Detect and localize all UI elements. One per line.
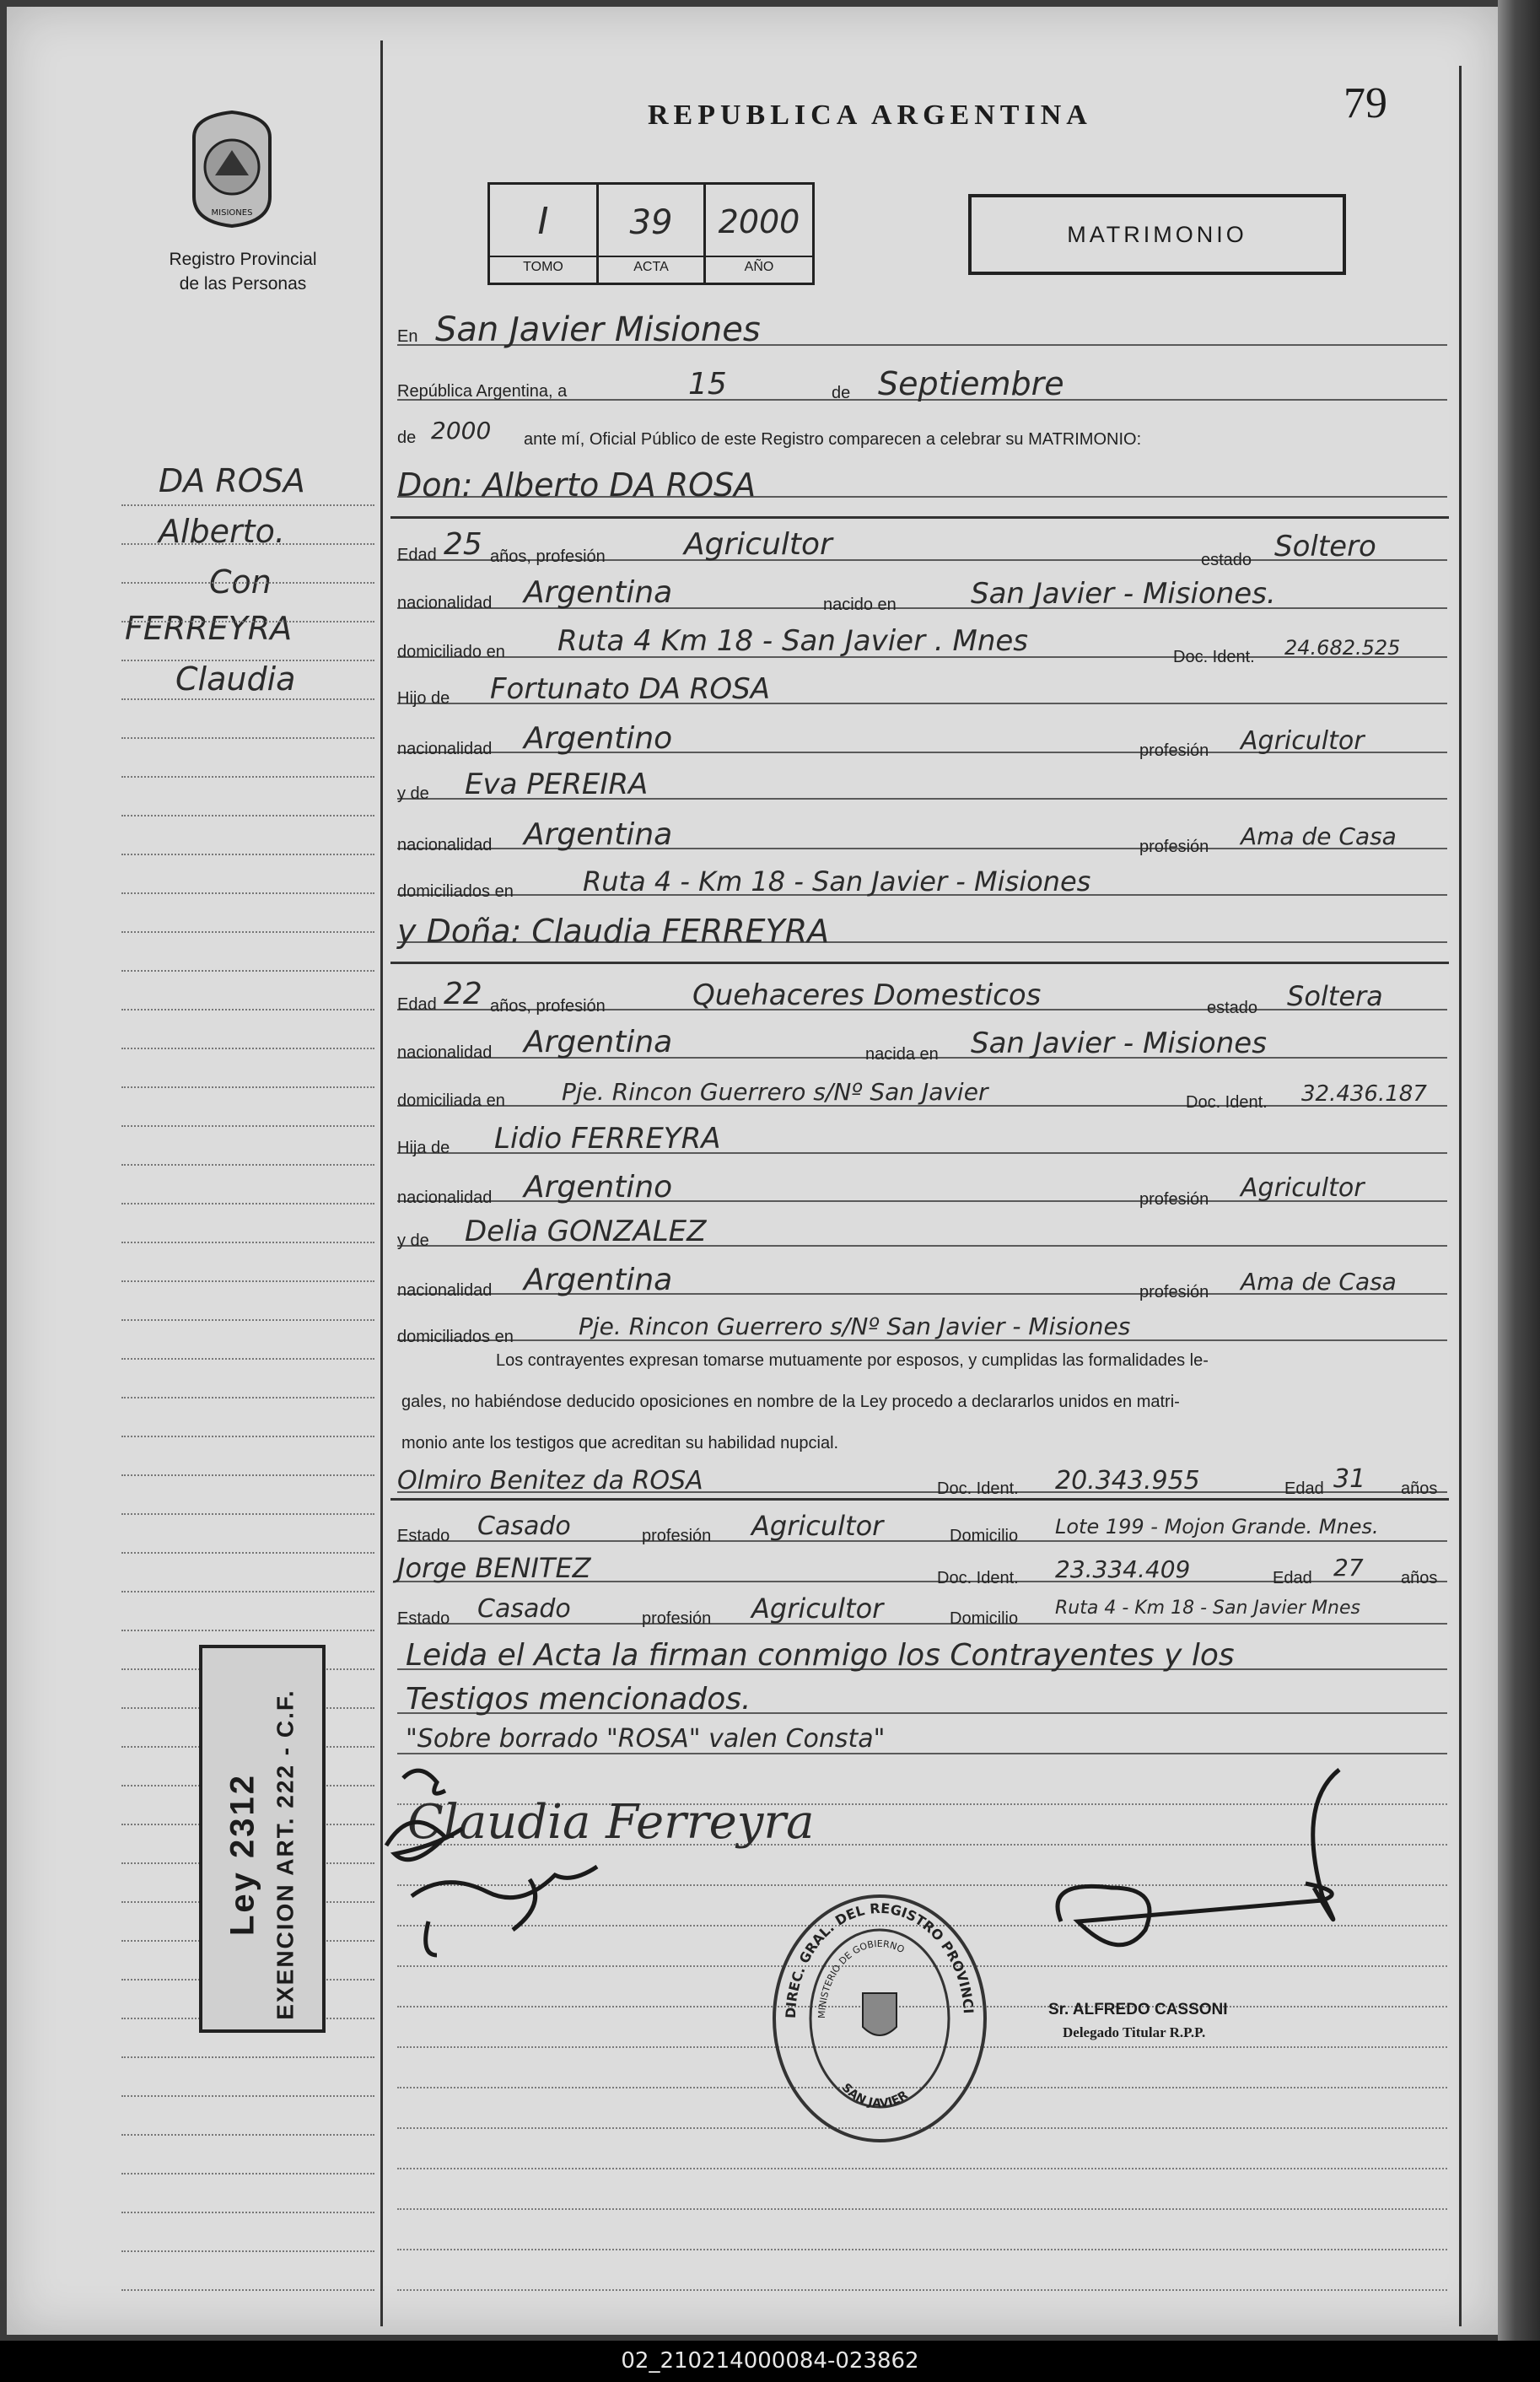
margin-bride-name: Claudia [175, 660, 296, 698]
registry-line1: Registro Provincial [169, 250, 317, 269]
declaration-line2: gales, no habiéndose deducido oposiciones en nombre de la Ley procedo a declararlos unidos en matri- [401, 1393, 1180, 1411]
declaration-line1: Los contrayentes expresan tomarse mutuamente por esposos, y cumplidas las formalidades le- [496, 1351, 1209, 1370]
groom-name: Don: Alberto DA ROSA [397, 466, 757, 504]
seal-bottom-text: SAN JAVIER [838, 2081, 911, 2111]
tax-exemption: EXENCION ART. 222 - C.F. [272, 1689, 299, 2020]
official-name: Sr. ALFREDO CASSONI [1048, 2001, 1228, 2018]
margin-rule [121, 2212, 374, 2213]
row-closing-1: Leida el Acta la firman conmigo los Contrayentes y los [397, 1635, 1447, 1677]
section-separator-2 [390, 962, 1449, 964]
row-groom-name [397, 462, 1447, 504]
logo-text: MISIONES [211, 208, 253, 218]
margin-bride-surname: FERREYRA [125, 610, 293, 647]
row-groom-father-nat: nacionalidad Argentino profesión Agricultor [397, 718, 1447, 760]
margin-rule [121, 2134, 374, 2136]
book-edge [1498, 0, 1540, 2341]
row-groom-mother-nat: nacionalidad Argentina profesión Ama de Casa [397, 814, 1447, 856]
row-groom-mother: y de Eva PEREIRA [397, 764, 1447, 806]
margin-groom-name: Alberto. [159, 513, 285, 550]
day-value: 15 [688, 367, 727, 401]
margin-rule [121, 504, 374, 506]
margin-rule [121, 1630, 374, 1631]
margin-rule [121, 1358, 374, 1360]
tomo-value: I [537, 200, 549, 243]
margin-rule [121, 1591, 374, 1592]
svg-text:SAN JAVIER [839, 2081, 911, 2110]
margin-rule [121, 815, 374, 816]
official-signature [1027, 1761, 1381, 1985]
blank-rule [397, 2289, 1447, 2291]
provincial-logo [186, 104, 278, 230]
document-page [7, 7, 1498, 2335]
witness-separator [390, 1498, 1449, 1501]
registry-number-box [487, 182, 815, 285]
margin-rule [121, 1436, 374, 1437]
row-bride-nationality: nacionalidad Argentina nacida en San Javier - Misiones [397, 1023, 1447, 1065]
margin-rule [121, 737, 374, 739]
blank-rule [397, 2208, 1447, 2210]
margin-rule [121, 2289, 374, 2291]
row-groom-age: Edad 25 años, profesión Agricultor estado Soltero [397, 525, 1447, 568]
row-closing-3: "Sobre borrado "ROSA" valen Consta" [397, 1719, 1447, 1761]
margin-rule [121, 1203, 374, 1204]
margin-rule [121, 1242, 374, 1243]
row-bride-age: Edad 22 años, profesión Quehaceres Domesticos estado Soltera [397, 975, 1447, 1017]
row-bride-address: domiciliada en Pje. Rincon Guerrero s/Nº San Javier Doc. Ident. 32.436.187 [397, 1071, 1447, 1113]
seal-outer-text: DIREC. GRAL. DEL REGISTRO PROVINCI [782, 1900, 977, 2019]
anio-label: AÑO [706, 256, 812, 275]
margin-rule [121, 543, 374, 545]
row-witness1-name: Olmiro Benitez da ROSA Doc. Ident. 20.343.955 Edad 31 años [397, 1458, 1447, 1500]
margin-rule [121, 2173, 374, 2175]
page-number: 79 [1343, 79, 1387, 127]
row-bride-name [397, 908, 1447, 950]
row-witness1-details: Estado Casado profesión Agricultor Domicilio Lote 199 - Mojon Grande. Mnes. [397, 1506, 1447, 1549]
row-closing-2: Testigos mencionados. [397, 1679, 1447, 1721]
margin-rule [121, 698, 374, 700]
place-value: San Javier Misiones [435, 310, 761, 349]
republic-title: REPUBLICA ARGENTINA [648, 100, 1092, 131]
margin-rule [121, 1086, 374, 1088]
row-bride-father: Hija de Lidio FERREYRA [397, 1118, 1447, 1161]
margin-rule [121, 2056, 374, 2058]
row-groom-parents-address: domiciliados en Ruta 4 - Km 18 - San Javier - Misiones [397, 860, 1447, 903]
month-value: Septiembre [878, 365, 1064, 402]
margin-rule [121, 1552, 374, 1554]
official-seal [770, 1892, 989, 2149]
margin-rule [121, 776, 374, 778]
row-groom-nationality: nacionalidad Argentina nacido en San Javier - Misiones. [397, 574, 1447, 616]
margin-rule [121, 854, 374, 855]
margin-rule [121, 1164, 374, 1166]
tomo-label: TOMO [490, 256, 596, 275]
row-groom-address: domiciliado en Ruta 4 Km 18 - San Javier . Mnes Doc. Ident. 24.682.525 [397, 622, 1447, 665]
groom-signature [378, 1753, 665, 1976]
margin-rule [121, 931, 374, 933]
margin-rule [121, 1009, 374, 1010]
margin-rule [121, 1280, 374, 1282]
anio-value: 2000 [718, 203, 800, 240]
official-title: Delegado Titular R.P.P. [1063, 2024, 1206, 2040]
acta-value: 39 [629, 203, 673, 242]
row-bride-father-nat: nacionalidad Argentino profesión Agricultor [397, 1167, 1447, 1209]
margin-rule [121, 1513, 374, 1515]
margin-rule [121, 2095, 374, 2097]
declaration-line3: monio ante los testigos que acreditan su habilidad nupcial. [401, 1434, 839, 1452]
year-value: 2000 [431, 417, 492, 445]
row-witness2-name: Jorge BENITEZ Doc. Ident. 23.334.409 Edad 27 años [397, 1547, 1447, 1589]
section-separator [390, 516, 1449, 519]
margin-con: Con [209, 563, 272, 601]
margin-rule [121, 1048, 374, 1049]
bride-signature: Claudia Ferreyra [407, 1795, 815, 1850]
row-bride-mother-nat: nacionalidad Argentina profesión Ama de Casa [397, 1259, 1447, 1301]
bride-name: y Doña: Claudia FERREYRA [397, 913, 830, 950]
acta-label: ACTA [599, 256, 703, 275]
margin-rule [121, 660, 374, 661]
row-year: de 2000 ante mí, Oficial Público de este Registro comparecen a celebrar su MATRIMONIO: [397, 417, 1142, 449]
margin-rule [121, 970, 374, 972]
tax-exemption-stamp [199, 1645, 326, 2033]
blank-rule [397, 2168, 1447, 2169]
margin-rule [121, 621, 374, 622]
margin-rule [121, 1125, 374, 1127]
registry-line2: de las Personas [179, 274, 307, 294]
doc-type-box: MATRIMONIO [968, 194, 1346, 275]
tax-law: Ley 2312 [223, 1772, 261, 1937]
row-groom-father: Hijo de Fortunato DA ROSA [397, 669, 1447, 711]
blank-rule [397, 2249, 1447, 2250]
margin-rule [121, 582, 374, 584]
row-bride-mother: y de Delia GONZALEZ [397, 1211, 1447, 1253]
row-bride-parents-address: domiciliados en Pje. Rincon Guerrero s/Nº San Javier - Misiones [397, 1306, 1447, 1348]
margin-rule [121, 2250, 374, 2252]
margin-rule [121, 1319, 374, 1321]
margin-rule [121, 1397, 374, 1398]
image-caption: 02_210214000084-023862 [0, 2341, 1540, 2382]
row-date: República Argentina, a 15 de Septiembre [397, 365, 1447, 407]
seal-inner-text: MINISTERIO DE GOBIERNO [816, 1937, 907, 2019]
margin-rule [121, 892, 374, 894]
row-place: En San Javier Misiones [397, 310, 1447, 353]
margin-groom-surname: DA ROSA [159, 462, 305, 499]
right-border [1459, 66, 1462, 2326]
margin-divider [380, 40, 383, 2326]
row-witness2-details: Estado Casado profesión Agricultor Domicilio Ruta 4 - Km 18 - San Javier Mnes [397, 1589, 1447, 1631]
margin-rule [121, 1474, 374, 1476]
